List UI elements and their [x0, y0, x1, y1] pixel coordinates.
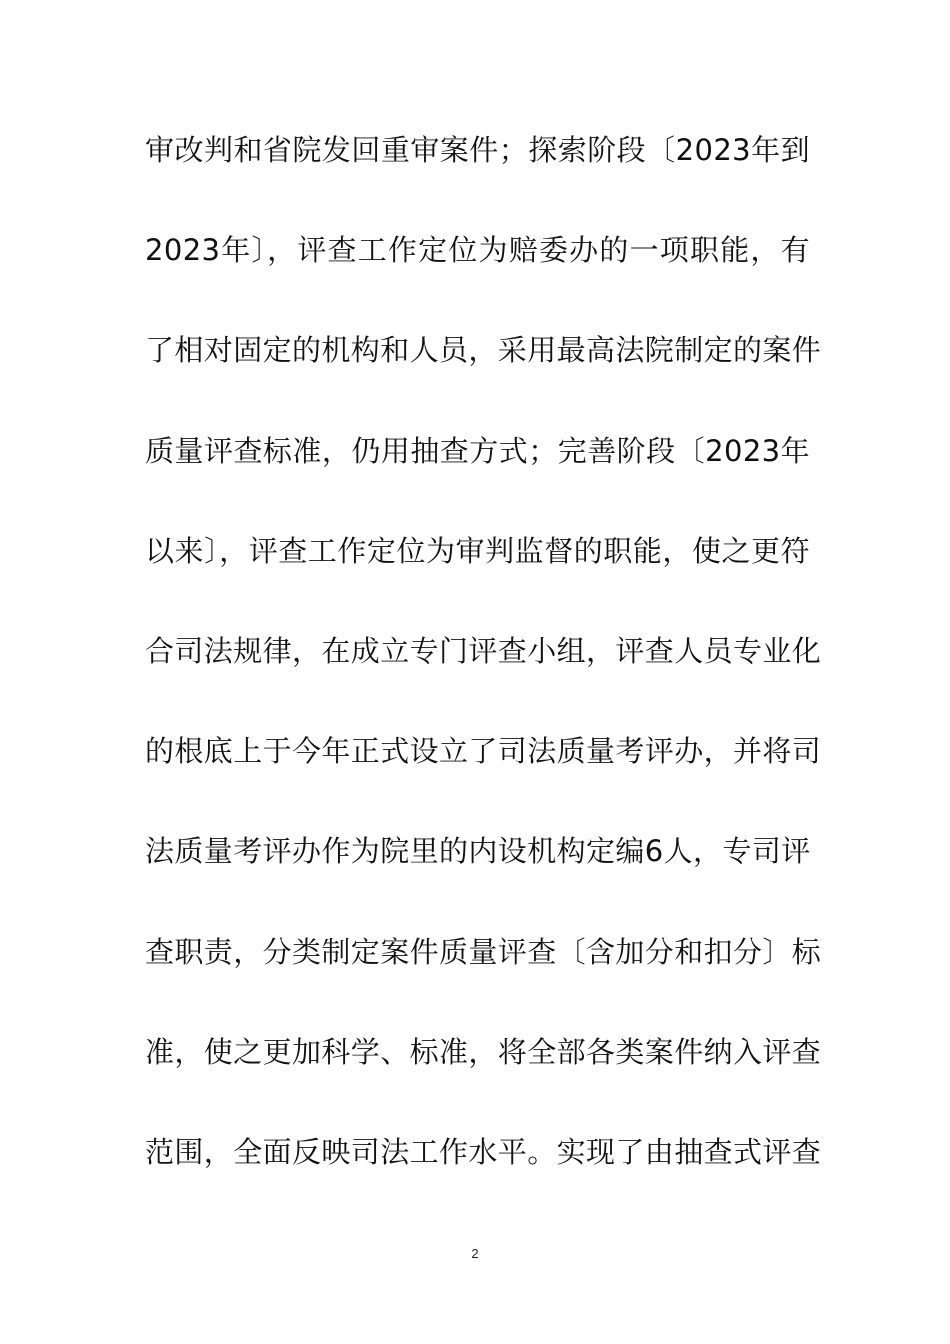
text-line: 审改判和省院发回重审案件；探索阶段〔2023年到 — [145, 133, 810, 167]
text-line: 合司法规律，在成立专门评查小组，评查人员专业化 — [145, 633, 822, 668]
text-line: 的根底上于今年正式设立了司法质量考评办，并将司 — [145, 734, 822, 769]
page-number: 2 — [471, 1246, 479, 1261]
text-line: 范围，全面反映司法工作水平。实现了由抽查式评查 — [145, 1134, 822, 1169]
text-line: 质量评查标准，仍用抽查方式；完善阶段〔2023年 — [145, 433, 810, 468]
text-line: 了相对固定的机构和人员，采用最高法院制定的案件 — [145, 333, 822, 368]
text-line: 准，使之更加科学、标准，将全部各类案件纳入评查 — [145, 1034, 822, 1069]
text-line: 法质量考评办作为院里的内设机构定编6人，专司评 — [145, 834, 811, 869]
text-line: 2023年〕，评查工作定位为赔委办的一项职能，有 — [145, 233, 810, 268]
text-line: 以来〕，评查工作定位为审判监督的职能，使之更符 — [145, 533, 810, 568]
body-paragraph — [145, 122, 822, 1224]
text-line: 查职责，分类制定案件质量评查〔含加分和扣分〕标 — [145, 934, 822, 969]
